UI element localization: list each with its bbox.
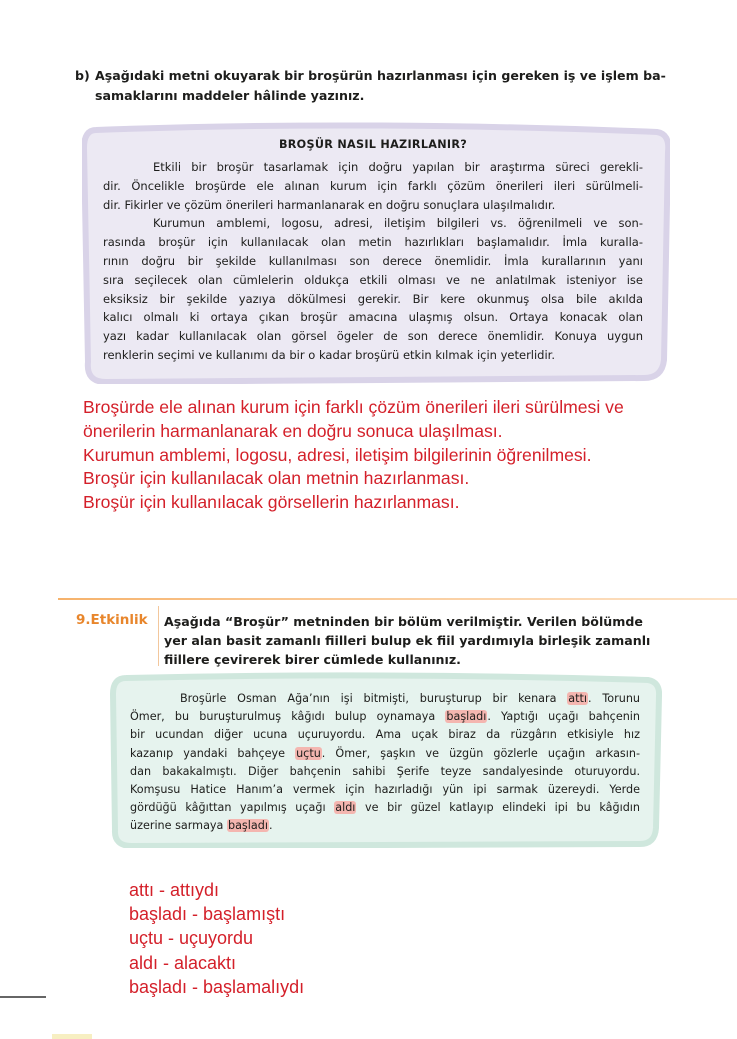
answer-line: başladı - başlamalıydı: [129, 976, 305, 997]
story-line: [130, 799, 640, 817]
brochure-line: dir. Öncelikle broşürde ele alınan kurum için farklı çözüm önerileri ileri sürülmeli-: [103, 178, 643, 193]
story-text: . Yaptığı uçağı bahçenin: [487, 710, 641, 724]
answer-line: Kurumun amblemi, logosu, adresi, iletişim bilgilerinin öğrenilmesi.: [83, 444, 592, 465]
brochure-text-box: [103, 138, 643, 365]
brochure-line: Etkili bir broşür tasarlamak için doğru yapılan bir araştırma süreci gerekli-: [153, 160, 643, 174]
highlighted-verb: attı: [568, 692, 588, 705]
answer-line: attı - attıydı: [129, 880, 220, 900]
brochure-line: sıra seçilecek olan cümlelerin oldukça etkili olması ve ne anlatılmak isteniyor ise: [103, 272, 643, 287]
story-text: gördüğü kâğıttan yapılmış uçağı: [130, 801, 335, 815]
brochure-line: dir. Fikirler ve çözüm önerileri harmanlanarak en doğru sonuçlara ulaşılmalıdır.: [103, 197, 556, 212]
story-line: [130, 726, 640, 744]
instruction-line-2: samaklarını maddeler hâlinde yazınız.: [95, 88, 365, 103]
story-text: Broşürle Osman Ağa’nın işi bitmişti, buruşturup bir kenara: [180, 692, 568, 705]
answer-line: Broşürde ele alınan kurum için farklı çözüm önerileri ileri sürülmesi ve: [83, 397, 624, 417]
brochure-line: yazı kadar kullanılacak olan görsel ögeler de son derece önemlidir. Konuya uygun: [103, 329, 643, 344]
story-line: [130, 763, 640, 781]
story-text: bir ucundan diğer ucuna uçuruyordu. Ama uçak biraz da rüzgârın etkisiyle hız: [130, 728, 640, 742]
activity-divider: [58, 598, 737, 600]
section-b-instruction: [75, 66, 675, 106]
activity-label: 9.Etkinlik: [76, 612, 148, 628]
instruction-line-1: Aşağıdaki metni okuyarak bir broşürün hazırlanması için gereken iş ve işlem ba-: [95, 68, 666, 83]
answer-line: uçtu - uçuyordu: [129, 928, 254, 949]
story-text: kazanıp yandaki bahçeye: [130, 746, 296, 760]
answers-activity-9: [129, 878, 304, 999]
activity-instruction-line: yer alan basit zamanlı fiilleri bulup ek fiil yardımıyla birleşik zamanlı: [164, 633, 651, 648]
activity-instruction-line: fiillere çevirerek birer cümlede kullanınız.: [164, 652, 461, 667]
story-line: [130, 745, 640, 763]
brochure-line: rının doğru bir şekilde kullanılması son derece önemlidir. İmla kurallarının yanı: [103, 253, 643, 268]
story-paragraph: [130, 690, 640, 836]
activity-instruction: [164, 612, 654, 669]
story-line: [130, 690, 640, 708]
answer-line: aldı - alacaktı: [129, 952, 237, 973]
story-text: .: [268, 819, 273, 833]
brochure-line: renklerin seçimi ve kullanımı da bir o kadar broşürü etkin kılmak için yeterlidir.: [103, 347, 556, 362]
activity-instruction-line: Aşağıda “Broşür” metninden bir bölüm verilmiştir. Verilen bölümde: [164, 614, 643, 629]
page-corner-tab: [52, 1034, 92, 1039]
story-text: üzerine sarmaya: [130, 819, 227, 833]
highlighted-verb: başladı: [227, 819, 268, 833]
section-b-label: b): [75, 68, 90, 83]
activity-separator: [158, 606, 159, 666]
brochure-line: kalıcı olmalı ki ortaya çıkan broşür amacına ulaşmış olsun. Ortaya konacak olan: [103, 310, 643, 325]
brochure-line: Kurumun amblemi, logosu, adresi, iletişim bilgileri vs. öğrenilmeli ve son-: [153, 216, 643, 231]
answer-line: önerilerin harmanlanarak en doğru sonuca ulaşılması.: [83, 420, 503, 441]
answer-line: Broşür için kullanılacak görsellerin hazırlanması.: [83, 492, 460, 513]
highlighted-verb: başladı: [446, 710, 487, 724]
answers-section-b: [83, 396, 624, 515]
story-text: Ömer, bu buruşturulmuş kâğıdı bulup oynamaya: [130, 710, 446, 724]
brochure-line: eksiksiz bir şekilde yazıya dökülmesi gerekir. Bir kere okunmuş olsa bile akılda: [103, 291, 643, 306]
story-text: Komşusu Hatice Hanım’a vermek için hazırladığı yün ipi sarmak üzereydi. Yerde: [130, 783, 640, 797]
brochure-paragraph: [103, 158, 643, 365]
story-text-box: [130, 690, 640, 836]
answer-line: Broşür için kullanılacak olan metnin hazırlanması.: [83, 468, 470, 489]
story-line: [130, 708, 640, 726]
highlighted-verb: uçtu: [296, 746, 321, 760]
story-text: ve bir güzel katlayıp elindeki ipi bu kâğıdın: [356, 801, 640, 815]
story-text: . Ömer, şaşkın ve üzgün gözlerle uçağın arkasın-: [321, 746, 640, 760]
story-text: . Torunu: [588, 692, 641, 705]
story-text: dan bakakalmıştı. Diğer bahçenin sahibi Şerife teyze sandalyesinde oturuyordu.: [130, 764, 640, 778]
story-line: [130, 781, 640, 799]
page-corner-line: [0, 996, 46, 998]
highlighted-verb: aldı: [335, 801, 356, 815]
brochure-title: BROŞÜR NASIL HAZIRLANIR?: [278, 138, 468, 151]
brochure-line: rasında broşür için kullanılacak olan metin hazırlıkları başlamalıdır. İmla kuralla-: [103, 235, 643, 250]
answer-line: başladı - başlamıştı: [129, 904, 286, 925]
story-line: [130, 817, 640, 835]
